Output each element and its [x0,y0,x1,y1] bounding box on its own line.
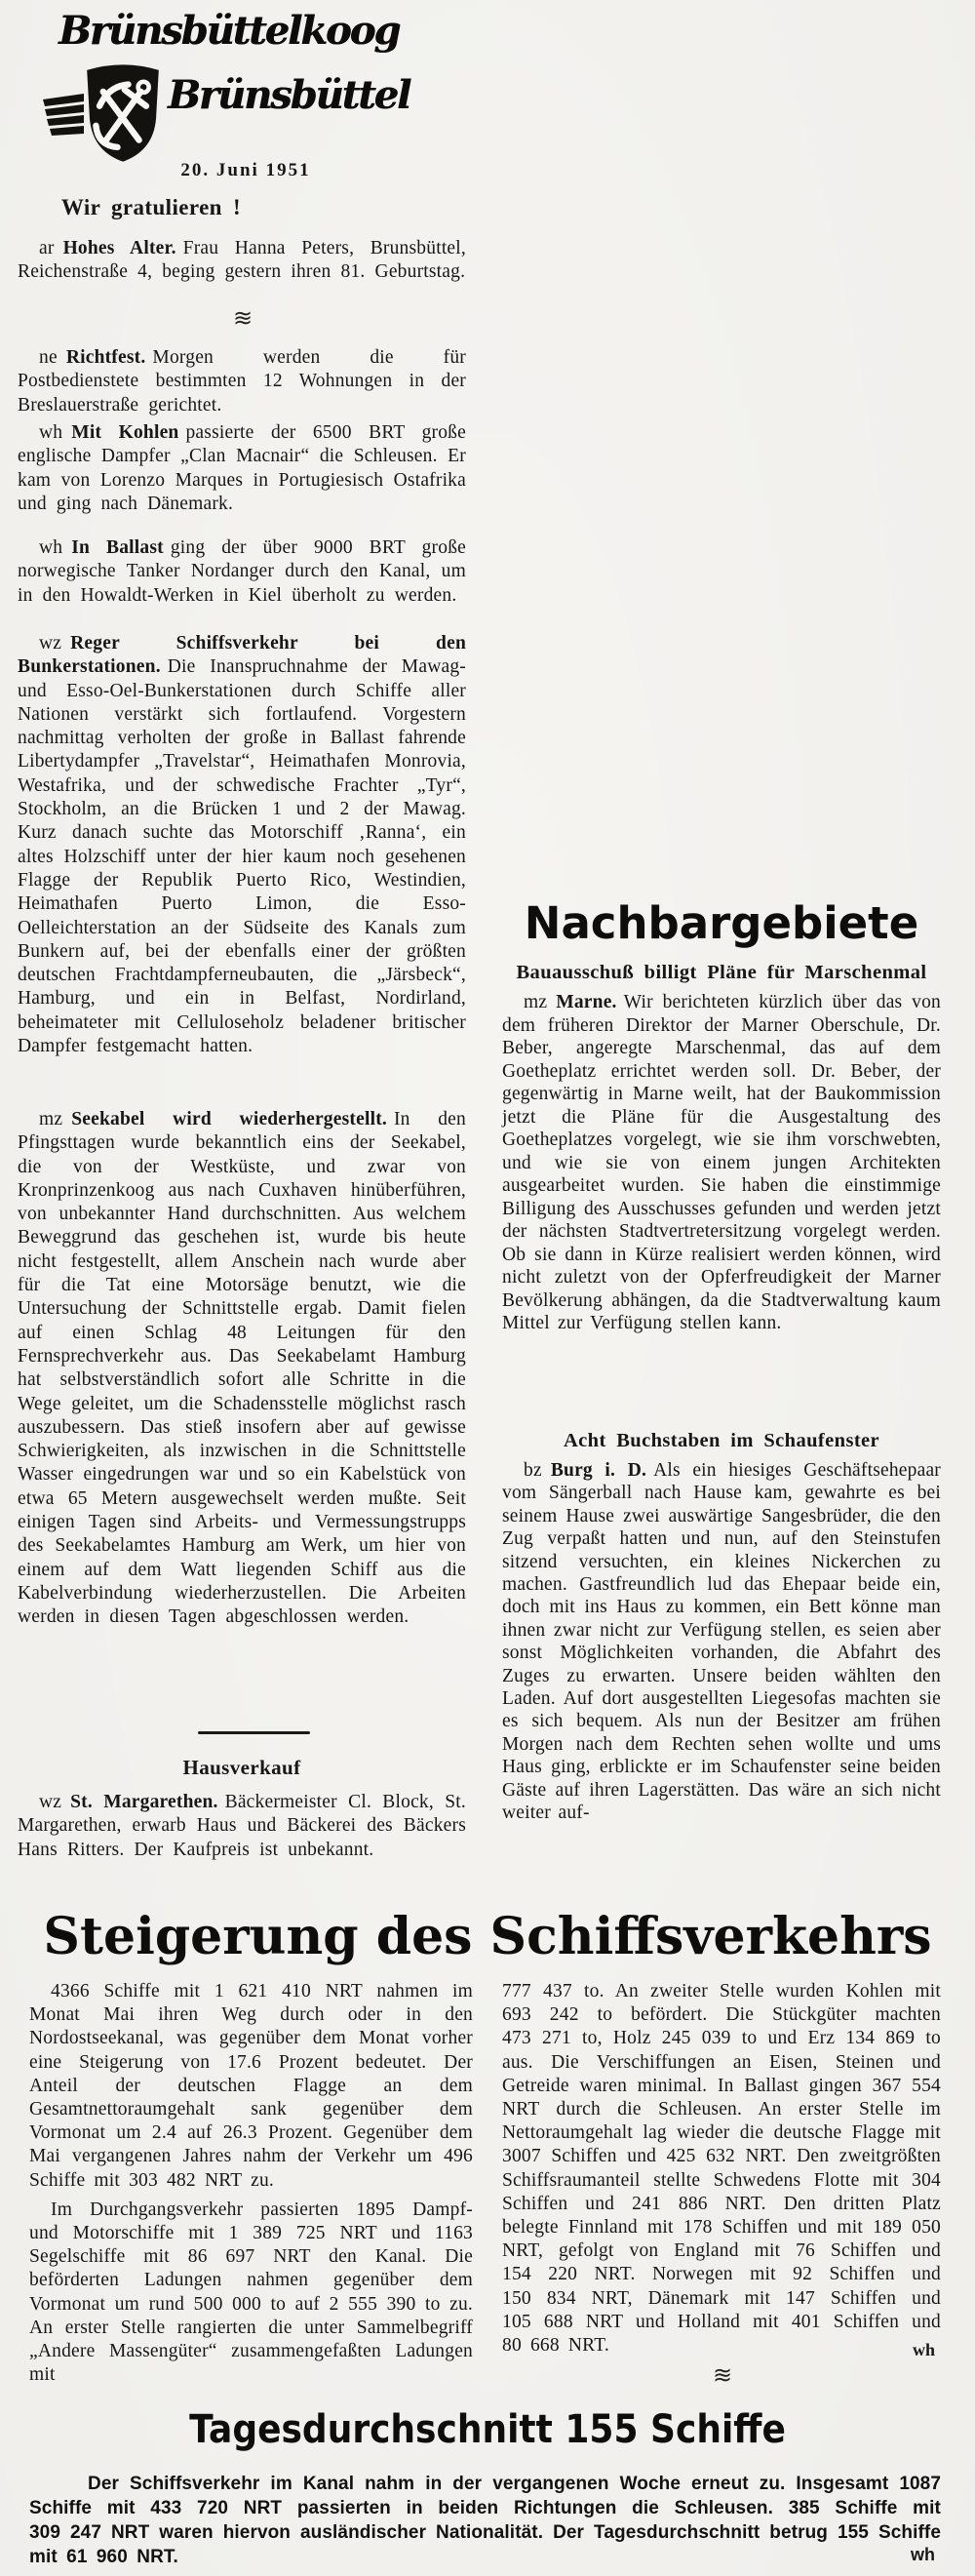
lead-word: Hohes Alter. [62,238,176,258]
masthead-title-line1: Brünsbüttelkoog [58,8,400,54]
lead-word: Marne. [556,992,617,1012]
correspondent-code: mz [39,1109,63,1129]
correspondent-code: wh [39,422,63,443]
correspondent-code: ne [39,347,58,368]
correspondent-code: mz [524,992,548,1012]
item-text: ging der über 9000 BRT große norwegische Tanker Nordanger durch den Kanal, um in den Howaldt-Werken in Kiel überholt zu werden. [18,537,466,606]
correspondent-code: wz [39,633,62,654]
news-item-burg [502,1459,941,1825]
correspondent-code: wz [39,1792,62,1812]
shipping-column-2 [502,1980,941,2390]
item-text: passierte der 6500 BRT große englische Dampfer „Clan Macnair“ die Schleusen. Er kam von Lorenzo Marques in Portugiesisch Ostafrika und ging nach Dänemark. [18,422,466,514]
news-item-mit-kohlen [18,421,466,516]
news-item-richtfest [18,346,466,417]
lead-word: Burg i. D. [550,1460,647,1481]
correspondent-byline: wh [911,2545,935,2564]
lead-word: St. Margarethen. [70,1792,218,1812]
news-item-marne [502,991,941,1335]
lead-word: Mit Kohlen [71,422,179,443]
squiggle-divider-icon: ≋ [232,304,252,332]
daily-paragraph: Der Schiffsverkehr im Kanal nahm in der vergangenen Woche erneut zu. Insgesamt 1087 Schiffe mit 433 720 NRT passierten in beiden Richtungen die Schleusen. 385 Schiffe mit 309 247 NRT waren hiervon ausländischer Nationalität. Der Tagesdurchschnitt betrug 155 Schiffe mit 61 960 NRT. [29,2474,941,2567]
shipping-paragraph-2: Im Durchgangsverkehr passierten 1895 Dampf- und Motorschiffe mit 1 389 725 NRT und 1163 Segelschiffe mit 86 697 NRT den Kanal. Die beförderten Ladungen nahmen gegenüber dem Vormonat um rund 500 000 to auf 2 555 390 to zu. An erster Stelle rangierten die unter Sammelbegriff „Andere Massengüter“ zusammengefaßten Ladungen mit [29,2199,473,2386]
squiggle-divider-icon: ≋ [712,2361,731,2390]
shipping-column-1 [29,1980,473,2393]
news-item-in-ballast [18,536,466,608]
item-text: Frau Hanna Peters, Brunsbüttel, Reichenstraße 4, beging gestern ihren 81. Geburtstag. [18,238,466,283]
item-text: In den Pfingsttagen wurde bekanntlich eins der Seekabel, die von der Westküste, und zwar von Kronprinzenkoog aus nach Cuxhaven hinüberführen, von unbekannter Hand durchschnitten. Aus welchem Beweggrund das geschehen ist, wurde bis heute nicht festgestellt, allem Anschein nach wurde aber für die Tat eine Motorsäge benutzt, wie die Untersuchung der Schnittstelle ergab. Damit fielen auf einen Schlag 48 Leitungen für den Fernsprechverkehr aus. Das Seekabelamt Hamburg hat selbstverständlich sofort alle Schritte in die Wege geleitet, um die Schadensstelle möglichst rasch auszubessern. Das stieß insofern aber auf gewisse Schwierigkeiten, als inzwischen in die Schnittstelle Wasser eingedrungen war und so ein Kabelstück von etwa 65 Metern ausgewechselt werden mußte. Seit einigen Tagen sind Arbeits- und Vermessungstrupps des Seekabelamtes Hamburg am Werk, um hier von einem auf dem Watt liegenden Schiff aus die Kabelverbindung wiederherzustellen. Die Arbeiten werden in diesen Tagen abgeschlossen werden. [18,1109,466,1628]
lead-word: Richtfest. [65,347,146,368]
correspondent-byline: wh [912,2340,935,2360]
lead-word: In Ballast [71,537,164,558]
shipping-paragraph-1: 4366 Schiffe mit 1 621 410 NRT nahmen im Monat Mai ihren Weg durch oder in den Nordostseekanal, was gegenüber dem Monat vorher eine Steigerung von 17.6 Prozent bedeutet. Der Anteil der deutschen Flagge an dem Gesamtnettoraumgehalt sank gegenüber dem Vormonat um 2.4 auf 26.3 Prozent. Gegenüber dem Mai vergangenen Jahres nahm der Verkehr um 496 Schiffe mit 303 482 NRT zu. [29,1981,473,2191]
lead-word: Seekabel wird wiederhergestellt. [71,1109,387,1129]
correspondent-code: ar [39,238,55,258]
item-text: Morgen werden die für Postbedienstete bestimmten 12 Wohnungen in der Breslauerstraße gerichtet. [18,347,466,416]
correspondent-code: bz [524,1460,542,1481]
marschenmal-headline: Bauausschuß billigt Pläne für Marschenmal [516,962,927,983]
item-text: Als ein hiesiges Geschäftsehepaar vom Sängerball nach Hause kam, gewahrte es bei seinem Hause zwei auswärtige Sangesbrüder, die den Zug verpaßt hatten und nun, auf den Steinstufen sitzend versuchten, ein kleines Nickerchen zu machen. Gastfreundlich lud das Ehepaar beide ein, doch mit ins Haus zu kommen, ein Bett könne man ihnen zwar nicht zur Verfügung stellen, es seien aber sonst Möglichkeiten vorhanden, die Abfahrt des Zuges zu erwarten. Unsere beiden wählten den Laden. Auf dort ausgestellten Liegesofas machten sie es sich bequem. Als nun der Besitzer am frühen Morgen nach dem Rechten sehen wollte und ums Haus ging, erblickte er im Schaufenster seine beiden Gäste auf ihren Lagerstätten. Das wäre an sich nicht weiter auf- [502,1460,941,1824]
news-item-seekabel [18,1108,466,1630]
item-text: Die Inanspruchnahme der Mawag- und Esso-Oel-Bunkerstationen durch Schiffe aller Nationen verstärkt sich fortlaufend. Vorgestern nachmittag verholten der große in Ballast fahrende Libertydampfer „Travelstar“, Heimathafen Monrovia, Westafrika, und der schwedische Frachter „Tyr“, Stockholm, an die Brücken 1 und 2 der Mawag. Kurz danach suchte das Motorschiff ‚Ranna‘, ein altes Holzschiff unter der hier kaum noch gesehenen Flagge der Republik Puerto Rico, Westindien, Heimathafen Puerto Limon, die Esso-Oelleichterstation an der Südseite des Kanals zum Bunkern auf, bei der ebenfalls einer der größten deutschen Frachtdampferneubauten, die „Järsbeck“, Hamburg, und ein in Belfast, Nordirland, beheimateter mit Celluloseholz beladener britischer Dampfer festgemacht hatten. [18,656,466,1057]
section-rule [198,1731,310,1734]
item-text: Wir berichteten kürzlich über das von dem früheren Direktor der Marner Oberschule, Dr. Beber, angeregte Marschenmal, das auf dem Goetheplatz errichtet werden soll. Dr. Beber, der gegenwärtig in Marne weilt, hat der Baukommission jetzt die Pläne für die Ausgestaltung des Goetheplatzes vorgelegt, wie sie ihm vorschwebten, und wie sie von einem jungen Architekten ausgearbeitet wurden. Sie haben die einstimmige Billigung des Ausschusses gefunden und werden jetzt der nächsten Stadtvertretersitzung vorgelegt werden. Ob sie dann in Kürze realisiert werden können, wird nicht zuletzt von der Opferfreudigkeit der Marner Bevölkerung abhängen, da die Stadtverwaltung kaum Mittel zur Verfügung stellen kann. [502,992,941,1333]
gratulieren-headline: Wir gratulieren ! [60,195,242,219]
right-column [502,0,941,1951]
schaufenster-headline: Acht Buchstaben im Schaufenster [563,1430,880,1451]
daily-section [29,2472,941,2569]
tagesdurchschnitt-headline: Tagesdurchschnitt 155 Schiffe [189,2407,786,2452]
issue-date: 20. Juni 1951 [180,160,311,180]
news-item-bunkerstationen [18,632,466,1058]
news-item-hausverkauf [18,1791,466,1862]
masthead-title-line2: Brünsbüttel [168,72,410,118]
schiffsverkehr-headline: Steigerung des Schiffsverkehrs [43,1907,932,1966]
hausverkauf-headline: Hausverkauf [182,1756,301,1779]
lead-word: Reger Schiffsverkehr bei den Bunkerstationen. [18,633,466,678]
nachbargebiete-headline: Nachbargebiete [524,897,919,949]
correspondent-code: wh [39,537,63,558]
item-text: Bäckermeister Cl. Block, St. Margarethen, erwarb Haus und Bäckerei des Bäckers Hans Ritters. Der Kaufpreis ist unbekannt. [18,1792,466,1860]
news-item-hohes-alter [18,237,466,285]
shipping-paragraph-3: 777 437 to. An zweiter Stelle wurden Kohlen mit 693 242 to befördert. Die Stückgüter machten 473 271 to, Holz 245 039 to und Erz 134 869 to aus. Die Verschiffungen an Eisen, Steinen und Getreide waren minimal. In Ballast gingen 367 554 NRT durch die Schleusen. An erster Stelle im Nettoraumgehalt lag wieder die deutsche Flagge mit 3007 Schiffen und 425 632 NRT. Den zweitgrößten Schiffsraumanteil stellte Schwedens Flotte mit 304 Schiffen und 241 886 NRT. Den dritten Platz belegte Finnland mit 178 Schiffen und mit 189 050 NRT, gefolgt von England mit 76 Schiffen und 154 220 NRT. Norwegen mit 92 Schiffen und 150 834 NRT, Dänemark mit 147 Schiffen und 105 688 NRT und Holland mit 401 Schiffen und 80 668 NRT. [502,1981,941,2357]
